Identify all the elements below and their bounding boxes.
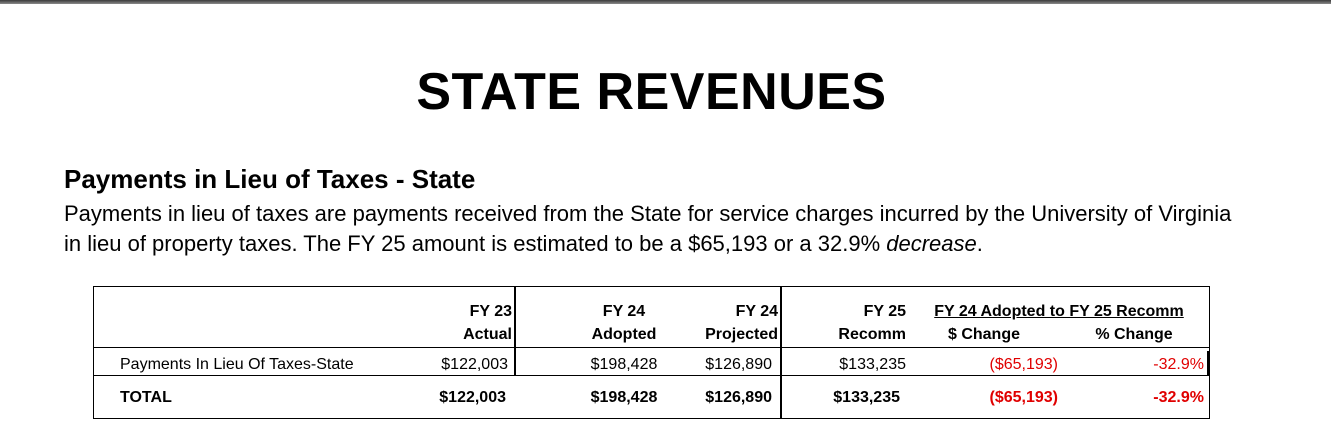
- column-divider: [780, 287, 782, 375]
- description-end: .: [976, 231, 983, 256]
- total-dollar-change: ($65,193): [989, 389, 1058, 406]
- page-title: STATE REVENUES: [416, 63, 887, 121]
- column-divider: [780, 375, 782, 419]
- column-divider: [514, 287, 516, 375]
- cell-fy24-adopted: $198,428: [590, 356, 658, 373]
- column-divider: [1207, 351, 1209, 375]
- total-fy24-adopted: $198,428: [590, 389, 658, 406]
- section-description: [64, 199, 1244, 259]
- col-pct-change: % Change: [1095, 326, 1173, 343]
- cell-fy23: $122,003: [441, 356, 508, 373]
- total-label: TOTAL: [120, 389, 172, 406]
- section-heading: Payments in Lieu of Taxes - State: [64, 164, 476, 194]
- revenue-table: [93, 286, 1210, 419]
- description-emphasis: decrease: [886, 231, 977, 256]
- col-fy23-line1: FY 23: [469, 303, 512, 320]
- cell-pct-change: -32.9%: [1153, 356, 1204, 373]
- col-fy24-projected-line2: Projected: [705, 326, 778, 343]
- col-fy24-projected-line1: FY 24: [735, 303, 778, 320]
- col-fy24-adopted-line1: FY 24: [602, 303, 646, 320]
- cell-fy25: $133,235: [839, 356, 906, 373]
- description-text: Payments in lieu of taxes are payments received from the State for service charges incurred by the University of Virginia in lieu of property taxes. The FY 25 amount is estimated to be a $65,193 or a 32.9%: [64, 201, 1232, 256]
- cell-fy24-projected: $126,890: [705, 356, 772, 373]
- col-fy25-line2: Recomm: [838, 326, 906, 343]
- cell-dollar-change: ($65,193): [989, 356, 1058, 373]
- col-fy23-line2: Actual: [463, 326, 512, 343]
- col-fy25-line1: FY 25: [863, 303, 906, 320]
- change-group-header: FY 24 Adopted to FY 25 Recomm: [934, 303, 1184, 320]
- total-fy23: $122,003: [439, 389, 506, 406]
- total-rule: [94, 375, 1209, 376]
- row-label: Payments In Lieu Of Taxes-State: [120, 356, 354, 373]
- col-dollar-change: $ Change: [947, 326, 1020, 343]
- total-fy25: $133,235: [833, 389, 900, 406]
- total-pct-change: -32.9%: [1153, 389, 1204, 406]
- header-rule: [94, 347, 1209, 348]
- total-fy24-projected: $126,890: [705, 389, 772, 406]
- col-fy24-adopted-line2: Adopted: [591, 326, 657, 343]
- top-border: [0, 0, 1331, 4]
